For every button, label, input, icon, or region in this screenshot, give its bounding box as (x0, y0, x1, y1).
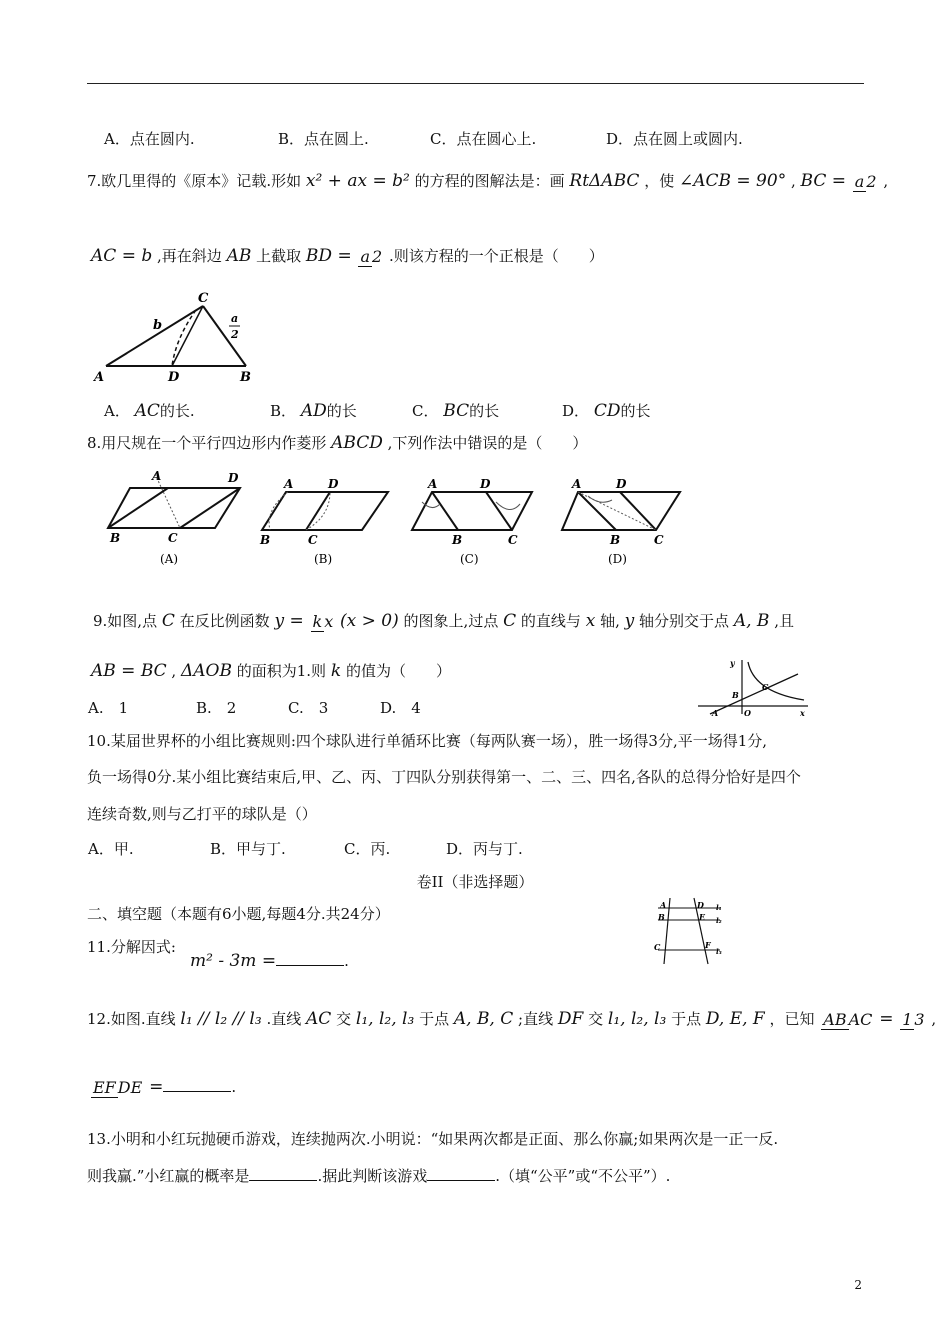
q12-answer-blank[interactable] (163, 1077, 231, 1092)
q7-label-a2-num: a (231, 312, 239, 325)
q7-text: 7.欧几里得的《原本》记载.形如 (87, 172, 302, 190)
q10-line-2: 负一场得0分.某小组比赛结束后,甲、乙、丙、丁四队分别获得第一、二、三、四名,各队的总得分恰好是四个 (87, 768, 801, 786)
q7-label-a: A (94, 370, 105, 384)
svg-text:y: y (730, 658, 735, 668)
q7-line-2 (91, 245, 604, 267)
svg-text:D: D (480, 477, 491, 491)
q12-line-2: EF DE = . (93, 1077, 237, 1097)
svg-text:B: B (452, 533, 463, 547)
q8-caption-c: (C) (460, 552, 479, 566)
q6-option-d: D．点在圆上或圆内. (606, 130, 743, 148)
q8-figure-b (259, 477, 388, 566)
svg-text:E: E (699, 912, 706, 922)
svg-text:D: D (328, 477, 339, 491)
q7-option-d: D． CD的长 (562, 401, 651, 421)
q7-option-b: B． AD的长 (270, 401, 357, 421)
part2-heading: 二、填空题（本题有6小题,每题4分.共24分） (87, 905, 390, 923)
q7-equation: x² + ax = b² (305, 171, 410, 191)
svg-text:A: A (152, 469, 162, 483)
q7-bd: BD = (305, 246, 352, 266)
q8-figure-a (108, 469, 240, 566)
q9-option-c: C. 3 (288, 699, 329, 717)
q9-option-d: D. 4 (380, 699, 421, 717)
svg-text:A: A (712, 708, 719, 718)
svg-text:C: C (654, 942, 661, 952)
q7-segment-ac (106, 306, 203, 366)
q8-line (87, 432, 587, 454)
svg-text:B: B (732, 690, 739, 700)
svg-text:B: B (658, 912, 665, 922)
q8-figure-c (412, 477, 532, 566)
q8-figure-d (562, 477, 680, 566)
q13-fairness-blank[interactable] (427, 1166, 495, 1181)
q10-option-c: C．丙. (344, 840, 391, 858)
q7-label-d: D (168, 370, 180, 384)
q10-option-b: B．甲与丁. (210, 840, 286, 858)
svg-text:C: C (654, 533, 664, 547)
q7-text: ，使 (644, 172, 675, 190)
svg-text:A: A (660, 900, 667, 910)
svg-text:l₃: l₃ (716, 947, 722, 956)
q7-angle: ∠ACB = 90° (678, 171, 787, 191)
svg-text:C: C (508, 533, 518, 547)
q7-bc: BC = (800, 171, 847, 191)
q7-option-c: C． BC的长 (412, 401, 500, 421)
q10-line-1: 10.某届世界杯的小组比赛规则:四个球队进行单循环比赛（每两队赛一场），胜一场得3分,平一场得1分, (87, 732, 768, 750)
q8-text: ,下列作法中错误的是（ ） (387, 434, 588, 452)
q10-option-a: A．甲. (88, 840, 134, 858)
q7-option-a: A． AC的长. (104, 401, 195, 421)
section-title: 卷II（非选择题） (416, 873, 534, 891)
q6-option-c: C．点在圆心上. (430, 130, 537, 148)
q9-line-1: 9.如图,点 C 在反比例函数 y = k x (x > 0) 的图象上,过点 C 的直线与 x 轴, y 轴分别交于点 A, B ,且 (93, 611, 794, 631)
q7-segment-bc (203, 306, 246, 366)
q7-line-1 (87, 170, 888, 192)
q9-fraction-k-over-x: k x (312, 611, 334, 631)
q7-triangle-figure (88, 288, 268, 384)
header-rule (87, 83, 864, 84)
q8-caption-b: (B) (314, 552, 333, 566)
q9-option-b: B. 2 (196, 699, 237, 717)
q12-fraction-ef-de: EF DE (93, 1077, 143, 1097)
q9-curve (748, 662, 804, 700)
svg-text:B: B (110, 531, 121, 545)
q13-line-2: 则我赢.”小红赢的概率是 .据此判断该游戏 .（填“公平”或“不公平”）. (87, 1167, 671, 1185)
q13-probability-blank[interactable] (249, 1166, 317, 1181)
q8-text: 8.用尺规在一个平行四边形内作菱形 (87, 434, 327, 452)
q7-text: .则该方程的一个正根是（ ） (389, 247, 604, 265)
q11-line: 11.分解因式: (87, 938, 176, 956)
q7-text: ,再在斜边 (157, 247, 222, 265)
svg-text:C: C (308, 533, 318, 547)
q8-var: ABCD (331, 433, 383, 453)
q7-text: , (883, 172, 889, 190)
q7-label-b: B (240, 370, 251, 384)
svg-text:l₂: l₂ (716, 916, 722, 925)
q10-line-3: 连续奇数,则与乙打平的球队是（） (87, 805, 317, 823)
q12-fraction-1-3: 1 3 (902, 1009, 925, 1029)
q8-figures (100, 466, 700, 570)
q6-option-b: B．点在圆上. (278, 130, 369, 148)
q8-caption-a: (A) (160, 552, 179, 566)
svg-text:D: D (616, 477, 627, 491)
svg-text:l₁: l₁ (716, 903, 722, 912)
svg-text:A: A (428, 477, 438, 491)
svg-text:B: B (260, 533, 271, 547)
svg-text:F: F (705, 940, 711, 950)
page-number: 2 (854, 1278, 862, 1292)
svg-text:O: O (744, 708, 751, 718)
q12-fraction-ab-ac: AB AC (823, 1009, 873, 1029)
q13-line-1: 13.小明和小红玩抛硬币游戏，连续抛两次.小明说：“如果两次都是正面、那么你赢;如果两次是一正一反. (87, 1130, 779, 1148)
q11-answer-blank[interactable] (276, 951, 344, 966)
q7-label-c: C (198, 291, 209, 306)
q10-option-d: D．丙与丁. (446, 840, 523, 858)
q9-line (710, 674, 798, 714)
svg-text:A: A (284, 477, 294, 491)
q7-text: 的方程的图解法是：画 (414, 172, 565, 190)
q7-fraction-a-over-2: a 2 (360, 246, 383, 266)
q7-ac: AC = b (91, 246, 153, 266)
svg-text:C: C (762, 682, 769, 692)
q9-option-a: A. 1 (88, 699, 129, 717)
q12-line-1: 12.如图.直线 l₁ // l₂ // l₃ .直线 AC 交 l₁, l₂, l₃ 于点 A, B, C ;直线 DF 交 l₁, l₂, l₃ 于点 D, E, F ，已知 AB AC = 1 3 , (87, 1009, 937, 1029)
q11-expression: m² - 3m = . (190, 951, 349, 971)
q12-parallel-figure (650, 896, 730, 966)
q7-label-a2-den: 2 (231, 328, 239, 341)
q8-caption-d: (D) (608, 552, 627, 566)
svg-text:A: A (572, 477, 582, 491)
q7-text: 上截取 (256, 247, 302, 265)
q7-text: , (790, 172, 796, 190)
svg-text:B: B (610, 533, 621, 547)
svg-text:D: D (697, 900, 704, 910)
svg-text:D: D (228, 471, 239, 485)
q7-triangle: RtΔABC (569, 171, 640, 191)
svg-text:x: x (800, 708, 805, 718)
q9-line-2: AB = BC , ΔAOB 的面积为1.则 k 的值为（ ） (91, 661, 451, 681)
q7-label-b-side: b (153, 318, 163, 333)
q7-ab: AB (226, 246, 252, 266)
q7-fraction-a-over-2: a 2 (854, 171, 877, 191)
q6-option-a: A．点在圆内. (104, 130, 195, 148)
q9-hyperbola-figure (694, 656, 814, 718)
svg-text:C: C (168, 531, 178, 545)
